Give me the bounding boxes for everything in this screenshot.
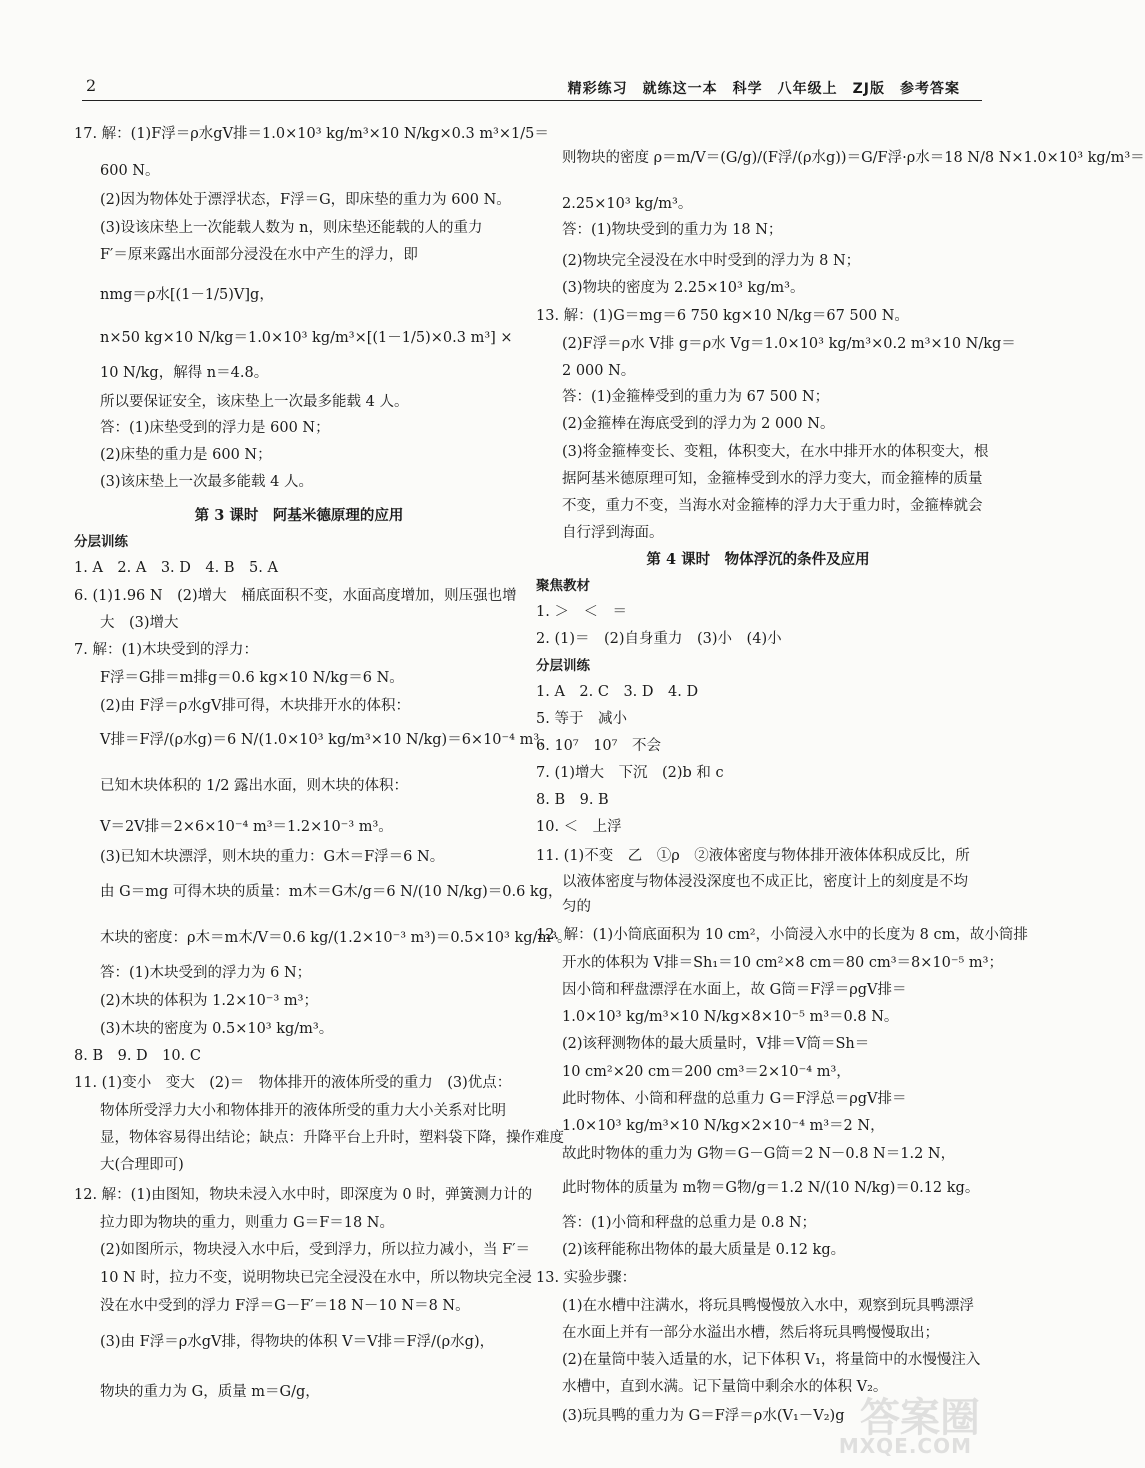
text-line: (3)物块的密度为 2.25×10³ kg/m³。 xyxy=(562,280,805,296)
watermark-logo xyxy=(780,1386,980,1458)
text-line: F′＝原来露出水面部分浸没在水中产生的浮力，即 xyxy=(100,247,418,263)
text-line: 据阿基米德原理可知，金箍棒受到水的浮力变大，而金箍棒的质量 xyxy=(562,471,983,487)
subsection-heading: 分层训练 xyxy=(536,658,590,674)
section-heading: 第 3 课时 阿基米德原理的应用 xyxy=(194,507,404,524)
subsection-heading: 聚焦教材 xyxy=(536,578,590,594)
text-line: (3)玩具鸭的重力为 G＝F浮＝ρ水(V₁－V₂)g xyxy=(562,1408,845,1424)
text-line: 1.0×10³ kg/m³×10 N/kg×2×10⁻⁴ m³＝2 N， xyxy=(562,1118,885,1134)
text-line: 显，物体容易得出结论；缺点：升降平台上升时，塑料袋下降，操作难度 xyxy=(100,1130,564,1146)
text-line: 10 N/kg，解得 n＝4.8。 xyxy=(100,365,269,381)
text-line: (2)F浮＝ρ水 V排 g＝ρ水 Vg＝1.0×10³ kg/m³×0.2 m³×10 N/kg＝ xyxy=(562,336,1016,352)
text-line: 8. B 9. B xyxy=(536,792,609,808)
text-line: 匀的 xyxy=(562,899,591,915)
watermark-text: 答案圈 xyxy=(860,1395,980,1441)
text-line: 已知木块体积的 1/2 露出水面，则木块的体积： xyxy=(100,778,409,794)
text-line: 答：(1)物块受到的重力为 18 N； xyxy=(562,222,783,238)
text-line: (2)木块的体积为 1.2×10⁻³ m³； xyxy=(100,993,318,1009)
text-line: 水槽中，直到水满。记下量筒中剩余水的体积 V₂。 xyxy=(562,1379,888,1395)
text-line: 木块的密度：ρ木＝m木/V＝0.6 kg/(1.2×10⁻³ m³)＝0.5×10³ kg/m³。 xyxy=(100,930,572,946)
text-line: 此时物体、小筒和秤盘的总重力 G＝F浮总＝ρgV排＝ xyxy=(562,1091,907,1107)
text-line: (3)由 F浮＝ρ水gV排，得物块的体积 V＝V排＝F浮/(ρ水g)， xyxy=(100,1334,495,1350)
text-line: 此时物体的质量为 m物＝G物/g＝1.2 N/(10 N/kg)＝0.12 kg。 xyxy=(562,1180,980,1196)
text-line: 1. A 2. A 3. D 4. B 5. A xyxy=(74,560,278,576)
text-line: (2)因为物体处于漂浮状态，F浮＝G，即床垫的重力为 600 N。 xyxy=(100,192,511,208)
text-line: 1.0×10³ kg/m³×10 N/kg×8×10⁻⁵ m³＝0.8 N。 xyxy=(562,1009,899,1025)
text-line: (2)由 F浮＝ρ水gV排可得，木块排开水的体积： xyxy=(100,698,410,714)
text-line: (2)床垫的重力是 600 N； xyxy=(100,447,272,463)
text-line: (3)将金箍棒变长、变粗，体积变大，在水中排开水的体积变大，根 xyxy=(562,444,989,460)
text-line: (2)该秤能称出物体的最大质量是 0.12 kg。 xyxy=(562,1242,846,1258)
text-line: 1. A 2. C 3. D 4. D xyxy=(536,684,699,700)
text-line: 12. 解：(1)由图知，物块未浸入水中时，即深度为 0 时，弹簧测力计的 xyxy=(74,1187,533,1203)
text-line: 大(合理即可) xyxy=(100,1157,184,1173)
text-line: nmg＝ρ水[(1－1/5)V]g， xyxy=(100,287,274,303)
watermark-site: MXQE.COM xyxy=(838,1434,972,1458)
text-line: (2)如图所示，物块浸入水中后，受到浮力，所以拉力减小，当 F′＝ xyxy=(100,1242,530,1258)
text-line: 10 N 时，拉力不变，说明物块已完全浸没在水中，所以物块完全浸 xyxy=(100,1270,532,1286)
text-line: 11. (1)变小 变大 (2)＝ 物体排开的液体所受的重力 (3)优点： xyxy=(74,1075,512,1091)
text-line: 13. 解：(1)G＝mg＝6 750 kg×10 N/kg＝67 500 N。 xyxy=(536,308,909,324)
text-line: 以液体密度与物体浸没深度也不成正比，密度计上的刻度是不均 xyxy=(562,874,968,890)
page-header xyxy=(0,0,1000,104)
text-line: 11. (1)不变 乙 ①ρ ②液体密度与物体排开液体体积成反比，所 xyxy=(536,848,970,864)
text-line: V排＝F浮/(ρ水g)＝6 N/(1.0×10³ kg/m³×10 N/kg)＝6×10⁻⁴ m³， xyxy=(100,732,554,748)
text-line: 2.25×10³ kg/m³。 xyxy=(562,196,693,212)
text-line: (2)物块完全浸没在水中时受到的浮力为 8 N； xyxy=(562,253,861,269)
text-line: 10. ＜ 上浮 xyxy=(536,819,622,835)
text-line: 答：(1)床垫受到的浮力是 600 N； xyxy=(100,420,330,436)
text-line: 不变，重力不变，当海水对金箍棒的浮力大于重力时，金箍棒就会 xyxy=(562,498,983,514)
running-title: 精彩练习 就练这一本 科学 八年级上 ZJ版 参考答案 xyxy=(567,81,960,97)
text-line: 所以要保证安全，该床垫上一次最多能载 4 人。 xyxy=(100,394,409,410)
text-line: 13. 实验步骤： xyxy=(536,1270,637,1286)
section-heading: 第 4 课时 物体浮沉的条件及应用 xyxy=(646,551,870,568)
text-line: 7. 解：(1)木块受到的浮力： xyxy=(74,642,258,658)
text-line: 2 000 N。 xyxy=(562,363,636,379)
text-line: (3)设该床垫上一次能载人数为 n，则床垫还能载的人的重力 xyxy=(100,220,483,236)
text-line: 答：(1)木块受到的浮力为 6 N； xyxy=(100,965,312,981)
text-line: 由 G＝mg 可得木块的质量：m木＝G木/g＝6 N/(10 N/kg)＝0.6 kg， xyxy=(100,884,563,900)
text-line: V＝2V排＝2×6×10⁻⁴ m³＝1.2×10⁻³ m³。 xyxy=(100,819,393,835)
text-line: 600 N。 xyxy=(100,163,160,179)
text-line: (3)木块的密度为 0.5×10³ kg/m³。 xyxy=(100,1021,334,1037)
text-line: 6. (1)1.96 N (2)增大 桶底面积不变，水面高度增加，则压强也增 xyxy=(74,588,517,604)
text-line: 没在水中受到的浮力 F浮＝G－F′＝18 N－10 N＝8 N。 xyxy=(100,1298,470,1314)
text-line: 大 (3)增大 xyxy=(100,615,179,631)
text-line: 1. ＞ ＜ ＝ xyxy=(536,604,627,620)
text-line: 17. 解：(1)F浮＝ρ水gV排＝1.0×10³ kg/m³×10 N/kg×0.3 m³×1/5＝ xyxy=(74,126,549,142)
text-line: (1)在水槽中注满水，将玩具鸭慢慢放入水中，观察到玩具鸭漂浮 xyxy=(562,1298,975,1314)
text-line: F浮＝G排＝m排g＝0.6 kg×10 N/kg＝6 N。 xyxy=(100,670,404,686)
text-line: (3)已知木块漂浮，则木块的重力：G木＝F浮＝6 N。 xyxy=(100,849,445,865)
text-line: 2. (1)＝ (2)自身重力 (3)小 (4)小 xyxy=(536,631,782,647)
text-line: 物体所受浮力大小和物体排开的液体所受的重力大小关系对比明 xyxy=(100,1103,506,1119)
text-line: 10 cm²×20 cm＝200 cm³＝2×10⁻⁴ m³， xyxy=(562,1064,851,1080)
text-line: 自行浮到海面。 xyxy=(562,525,664,541)
text-line: 7. (1)增大 下沉 (2)b 和 c xyxy=(536,765,724,781)
text-line: 在水面上并有一部分水溢出水槽，然后将玩具鸭慢慢取出； xyxy=(562,1325,939,1341)
text-line: n×50 kg×10 N/kg＝1.0×10³ kg/m³×[(1－1/5)×0.3 m³] × xyxy=(100,330,513,346)
header-rule xyxy=(82,100,982,101)
text-line: (3)该床垫上一次最多能载 4 人。 xyxy=(100,474,313,490)
text-line: 8. B 9. D 10. C xyxy=(74,1048,201,1064)
text-line: 答：(1)小筒和秤盘的总重力是 0.8 N； xyxy=(562,1215,817,1231)
text-line: 则物块的密度 ρ＝m/V＝(G/g)/(F浮/(ρ水g))＝G/F浮·ρ水＝18 N/8 N×1.0×10³ kg/m³＝ xyxy=(562,150,1145,166)
text-line: 故此时物体的重力为 G物＝G－G筒＝2 N－0.8 N＝1.2 N， xyxy=(562,1146,956,1162)
text-line: (2)在量筒中装入适量的水，记下体积 V₁，将量筒中的水慢慢注入 xyxy=(562,1352,981,1368)
text-line: 因小筒和秤盘漂浮在水面上，故 G筒＝F浮＝ρgV排＝ xyxy=(562,982,907,998)
text-line: (2)金箍棒在海底受到的浮力为 2 000 N。 xyxy=(562,416,835,432)
text-line: 5. 等于 减小 xyxy=(536,711,627,727)
text-line: 12. 解：(1)小筒底面积为 10 cm²，小筒浸入水中的长度为 8 cm，故小筒排 xyxy=(536,927,1028,943)
page-number: 2 xyxy=(86,76,97,95)
subsection-heading: 分层训练 xyxy=(74,534,128,550)
text-line: 拉力即为物块的重力，则重力 G＝F＝18 N。 xyxy=(100,1215,394,1231)
text-line: 6. 10⁷ 10⁷ 不会 xyxy=(536,738,661,754)
text-line: 物块的重力为 G，质量 m＝G/g， xyxy=(100,1384,320,1400)
text-line: 答：(1)金箍棒受到的重力为 67 500 N； xyxy=(562,389,830,405)
text-line: (2)该秤测物体的最大质量时，V排＝V筒＝Sh＝ xyxy=(562,1036,870,1052)
text-line: 开水的体积为 V排＝Sh₁＝10 cm²×8 cm＝80 cm³＝8×10⁻⁵ m³； xyxy=(562,955,1003,971)
